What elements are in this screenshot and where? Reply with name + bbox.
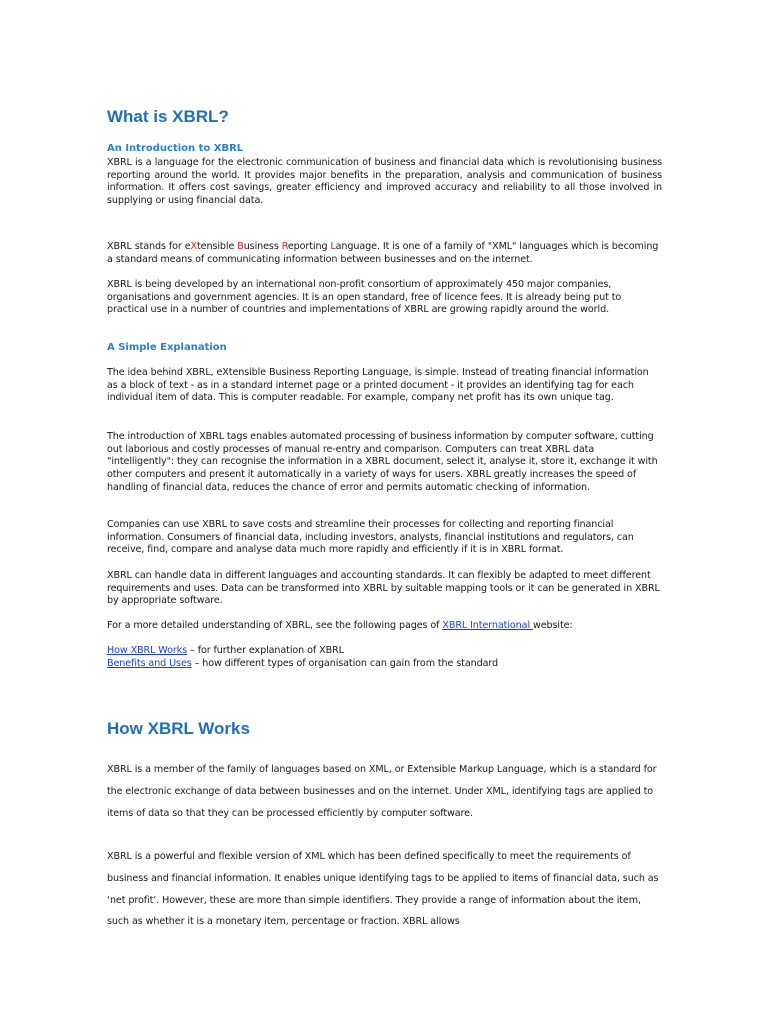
simple-paragraph-2: The introduction of XBRL tags enables automated processing of business information by computer software, cutting out laborious and costly processes of manual re-entry and comparison. Computers can treat XBRL data "intelligently": they can recognise the information in a XBRL document, select it, analyse it, store it, exchange it with other computers and present it automatically in a variety of ways for users. XBRL greatly increases the speed of handling of financial data, reduces the chance of error and permits automatic checking of information. <box>107 431 658 493</box>
acronym-letter-l: L <box>330 241 336 252</box>
intro-subheading: An Introduction to XBRL <box>107 143 244 154</box>
page-title: What is XBRL? <box>107 107 229 126</box>
intro-paragraph: XBRL is a language for the electronic communication of business and financial data which is revolutionising business reporting around the world. It provides major benefits in the preparation, analysis and communication of business information. It offers cost savings, greater efficiency and improved accuracy and reliability to all those involved in supplying or using financial data. <box>107 157 662 207</box>
simple-paragraph-3: Companies can use XBRL to save costs and streamline their processes for collecting and reporting financial information. Consumers of financial data, including investors, analysts, financial institutions and regulators, can receive, find, compare and analyse data much more rapidly and efficiently if it is in XBRL format. <box>107 519 634 556</box>
benefits-and-uses-link[interactable]: Benefits and Uses <box>107 658 192 669</box>
how-xbrl-works-link[interactable]: How XBRL Works <box>107 645 188 656</box>
acronym-letter-r: R <box>281 241 288 252</box>
link-list-item: Benefits and Uses – how different types of organisation can gain from the standard <box>107 658 499 669</box>
section-title-how-xbrl-works: How XBRL Works <box>107 719 250 738</box>
link-list-item: How XBRL Works – for further explanation of XBRL <box>107 645 344 656</box>
simple-explanation-subheading: A Simple Explanation <box>107 342 227 353</box>
acronym-letter-b: B <box>237 241 244 252</box>
simple-paragraph-1: The idea behind XBRL, eXtensible Business Reporting Language, is simple. Instead of treating financial information as a block of text - as in a standard internet page or a printed document - it provides an identifying tag for each individual item of data. This is computer readable. For example, company net profit has its own unique tag. <box>107 367 649 404</box>
xbrl-international-link[interactable]: XBRL International <box>442 620 533 631</box>
stands-for-paragraph: XBRL stands for eXtensible Business Reporting Language. It is one of a family of "XML" languages which is becoming a standard means of communicating information between businesses and on the internet. <box>107 241 659 265</box>
acronym-letter-x: X <box>190 241 197 252</box>
developed-paragraph: XBRL is being developed by an international non-profit consortium of approximately 450 major companies, organisations and government agencies. It is an open standard, free of licence fees. It is already being put to practical use in a number of countries and implementations of XBRL are growing rapidly around the world. <box>107 279 622 316</box>
works-paragraph-1: XBRL is a member of the family of languages based on XML, or Extensible Markup Language, which is a standard for the electronic exchange of data between businesses and on the internet. Under XML, identifying tags are applied to items of data so that they can be processed efficiently by computer software. <box>107 764 657 819</box>
detailed-paragraph: For a more detailed understanding of XBRL, see the following pages of XBRL International website: <box>107 620 573 631</box>
works-paragraph-2: XBRL is a powerful and flexible version of XML which has been defined specifically to meet the requirements of business and financial information. It enables unique identifying tags to be applied to items of financial data, such as ‘net profit’. However, these are more than simple identifiers. They provide a range of information about the item, such as whether it is a monetary item, percentage or fraction. XBRL allows <box>107 851 659 928</box>
simple-paragraph-4: XBRL can handle data in different languages and accounting standards. It can flexibly be adapted to meet different requirements and uses. Data can be transformed into XBRL by suitable mapping tools or it can be generated in XBRL by appropriate software. <box>107 570 660 607</box>
